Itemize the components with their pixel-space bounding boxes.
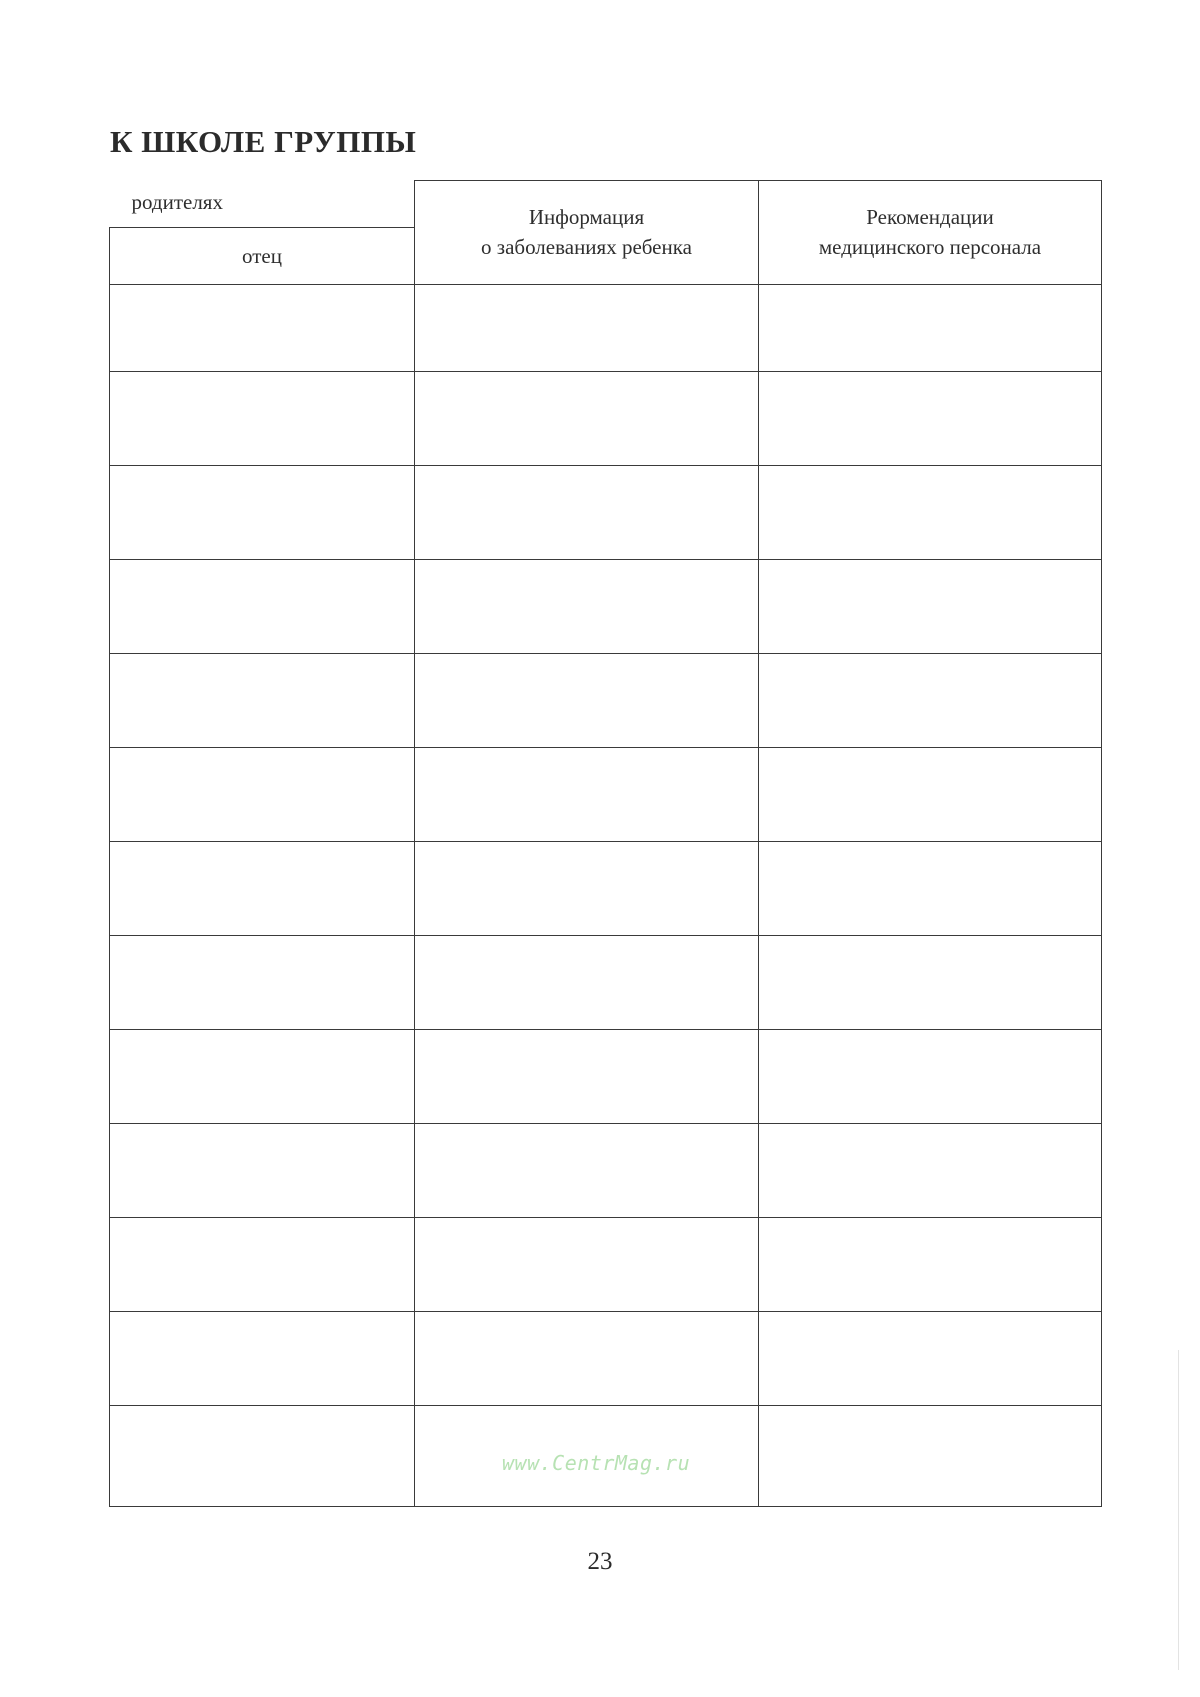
illness-info-entry-cell[interactable] xyxy=(415,1029,759,1123)
table-row xyxy=(110,559,1102,653)
father-header-label: отец xyxy=(242,243,282,268)
father-entry-cell[interactable] xyxy=(110,747,415,841)
scan-edge-line xyxy=(1178,1350,1179,1670)
father-entry-cell[interactable] xyxy=(110,935,415,1029)
page-title: К ШКОЛЕ ГРУППЫ xyxy=(110,124,417,159)
medical-recommendations-entry-cell[interactable] xyxy=(759,465,1102,559)
medical-recommendations-entry-cell[interactable] xyxy=(759,1123,1102,1217)
medical-recommendations-entry-cell[interactable] xyxy=(759,841,1102,935)
father-entry-cell[interactable] xyxy=(110,559,415,653)
table-row xyxy=(110,653,1102,747)
page-number: 23 xyxy=(587,1548,613,1575)
medical-recommendations-entry-cell[interactable] xyxy=(759,559,1102,653)
illness-info-header-cell xyxy=(415,181,759,285)
illness-info-header-line2: о заболеваниях ребенка xyxy=(481,235,692,260)
medical-recommendations-entry-cell[interactable] xyxy=(759,653,1102,747)
table-row xyxy=(110,284,1102,371)
watermark-text: www.CentrMag.ru xyxy=(502,1451,691,1475)
medical-recommendations-header-line2: медицинского персонала xyxy=(818,235,1042,260)
table-row xyxy=(110,935,1102,1029)
medical-recommendations-entry-cell[interactable] xyxy=(759,284,1102,371)
medical-recommendations-entry-cell[interactable] xyxy=(759,1029,1102,1123)
medical-recommendations-entry-cell[interactable] xyxy=(759,1217,1102,1311)
father-entry-cell[interactable] xyxy=(110,841,415,935)
illness-info-entry-cell[interactable] xyxy=(415,653,759,747)
illness-info-header-line1: Информация xyxy=(528,205,645,230)
illness-info-entry-cell[interactable] xyxy=(415,841,759,935)
table-row xyxy=(110,841,1102,935)
illness-info-entry-cell[interactable] xyxy=(415,284,759,371)
father-entry-cell[interactable] xyxy=(110,653,415,747)
father-entry-cell[interactable] xyxy=(110,284,415,371)
illness-info-entry-cell[interactable] xyxy=(415,1311,759,1405)
father-entry-cell[interactable] xyxy=(110,1405,415,1506)
father-entry-cell[interactable] xyxy=(110,465,415,559)
father-entry-cell[interactable] xyxy=(110,1029,415,1123)
medical-recommendations-header-line1: Рекомендации xyxy=(866,205,994,230)
father-entry-cell[interactable] xyxy=(110,371,415,465)
table-row xyxy=(110,1217,1102,1311)
table-row xyxy=(110,1029,1102,1123)
table-row xyxy=(110,1123,1102,1217)
father-entry-cell[interactable] xyxy=(110,1311,415,1405)
medical-recommendations-entry-cell[interactable] xyxy=(759,371,1102,465)
father-entry-cell[interactable] xyxy=(110,1123,415,1217)
medical-recommendations-entry-cell[interactable] xyxy=(759,1405,1102,1506)
illness-info-entry-cell[interactable] xyxy=(415,465,759,559)
table-row xyxy=(110,747,1102,841)
illness-info-entry-cell[interactable] xyxy=(415,1217,759,1311)
table-row xyxy=(110,465,1102,559)
illness-info-entry-cell[interactable] xyxy=(415,935,759,1029)
medical-recommendations-entry-cell[interactable] xyxy=(759,747,1102,841)
parents-header-cell xyxy=(110,181,415,228)
father-header-cell xyxy=(110,227,415,284)
table-header-row-1 xyxy=(110,181,1102,228)
table-row xyxy=(110,371,1102,465)
table-row xyxy=(110,1311,1102,1405)
medical-recommendations-entry-cell[interactable] xyxy=(759,1311,1102,1405)
illness-info-entry-cell[interactable] xyxy=(415,371,759,465)
medical-recommendations-entry-cell[interactable] xyxy=(759,935,1102,1029)
illness-info-entry-cell[interactable] xyxy=(415,1123,759,1217)
illness-info-entry-cell[interactable] xyxy=(415,747,759,841)
parents-header-label: родителях xyxy=(131,189,223,214)
health-record-table xyxy=(109,180,1102,1507)
medical-recommendations-header-cell xyxy=(759,181,1102,285)
father-entry-cell[interactable] xyxy=(110,1217,415,1311)
illness-info-entry-cell[interactable] xyxy=(415,559,759,653)
